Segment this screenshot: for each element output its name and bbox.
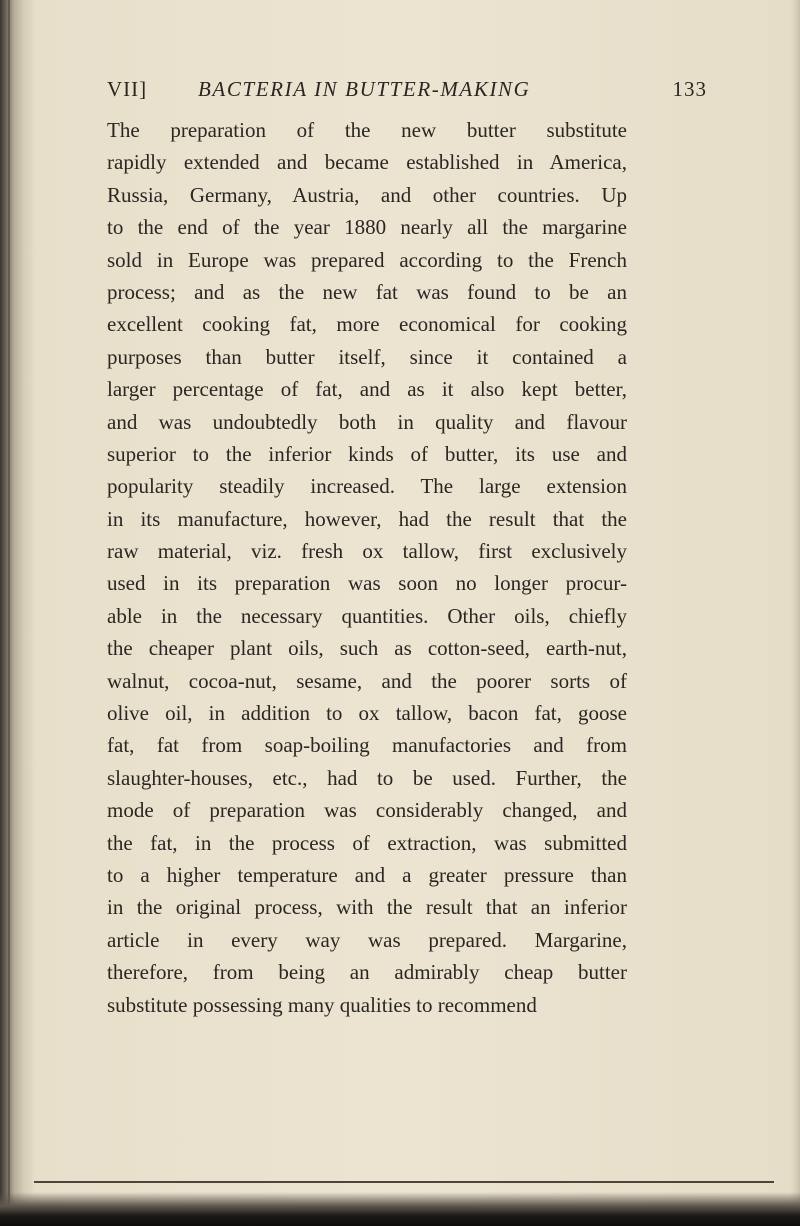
text-line: able in the necessary quantities. Other oils, chiefly	[107, 603, 627, 628]
text-line: used in its preparation was soon no longer procur-	[107, 571, 627, 596]
text-line: slaughter-houses, etc., had to be used. Further, the	[107, 765, 627, 790]
text-line: sold in Europe was prepared according to the French	[107, 247, 627, 272]
text-line: Russia, Germany, Austria, and other countries. Up	[107, 182, 627, 207]
text-line: purposes than butter itself, since it contained a	[107, 344, 627, 369]
text-line: article in every way was prepared. Margarine,	[107, 927, 627, 952]
text-line: larger percentage of fat, and as it also kept better,	[107, 377, 627, 402]
text-line: superior to the inferior kinds of butter, its use and	[107, 441, 627, 466]
page-bottom-shadow	[0, 1192, 800, 1226]
text-line: olive oil, in addition to ox tallow, bacon fat, goose	[107, 701, 627, 726]
text-line: walnut, cocoa-nut, sesame, and the poorer sorts of	[107, 668, 627, 693]
text-line: the fat, in the process of extraction, was submitted	[107, 830, 627, 855]
text-line: substitute possessing many qualities to recommend	[107, 992, 537, 1017]
text-line: to the end of the year 1880 nearly all the margarine	[107, 215, 627, 240]
chapter-number: VII]	[107, 77, 148, 101]
text-line: rapidly extended and became established in America,	[107, 150, 627, 175]
text-line: the cheaper plant oils, such as cotton-seed, earth-nut,	[107, 636, 627, 661]
text-line: therefore, from being an admirably cheap butter	[107, 960, 627, 985]
page-header	[107, 77, 707, 107]
page-right-edge	[790, 0, 800, 1226]
text-line: excellent cooking fat, more economical for cooking	[107, 312, 627, 337]
body-paragraph	[107, 114, 627, 1021]
text-line: popularity steadily increased. The large extension	[107, 474, 627, 499]
text-line: fat, fat from soap-boiling manufactories and from	[107, 733, 627, 758]
page-number: 133	[672, 77, 707, 101]
text-line: raw material, viz. fresh ox tallow, first exclusively	[107, 539, 627, 564]
running-head: BACTERIA IN BUTTER-MAKING	[198, 77, 531, 101]
text-line: The preparation of the new butter substitute	[107, 118, 627, 142]
text-line: process; and as the new fat was found to be an	[107, 279, 627, 304]
page-gutter-edge	[0, 0, 34, 1226]
text-line: to a higher temperature and a greater pressure than	[107, 862, 627, 887]
page-bottom-rule	[34, 1181, 774, 1183]
text-line: in its manufacture, however, had the result that the	[107, 506, 627, 531]
text-line: in the original process, with the result that an inferior	[107, 895, 627, 920]
text-line: and was undoubtedly both in quality and flavour	[107, 409, 627, 434]
text-line: mode of preparation was considerably changed, and	[107, 798, 627, 823]
